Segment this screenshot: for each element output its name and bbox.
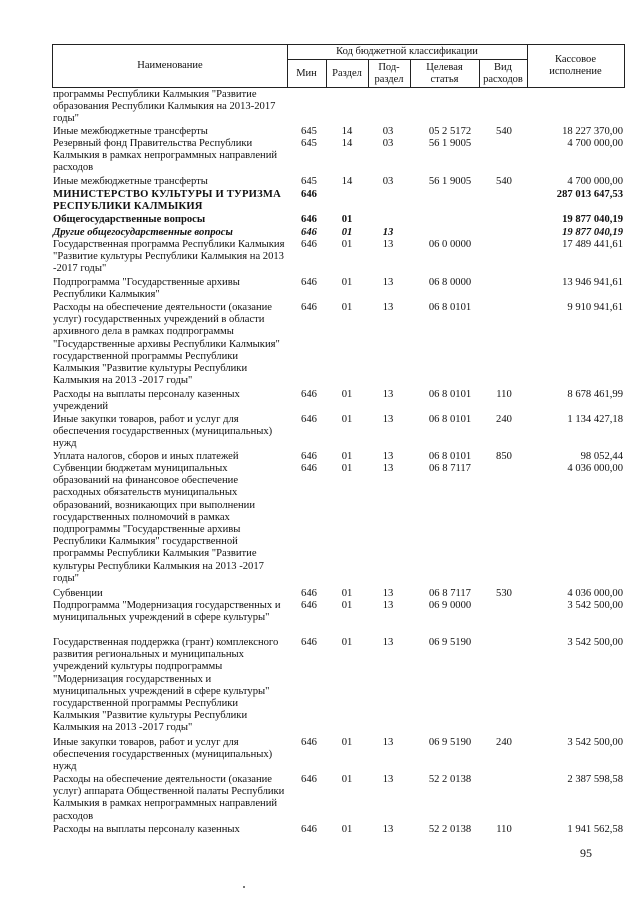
header-name: Наименование xyxy=(137,60,203,71)
row-podrazdel: 13 xyxy=(382,463,394,474)
row-razdel: 14 xyxy=(341,138,353,149)
row-razdel: 01 xyxy=(341,214,353,225)
row-podrazdel: 13 xyxy=(382,414,394,425)
row-vid: 850 xyxy=(496,451,512,462)
row-razdel: 01 xyxy=(341,774,353,785)
row-vid: 530 xyxy=(496,588,512,599)
row-vid: 540 xyxy=(496,176,512,187)
row-amount: 2 387 598,58 xyxy=(567,774,623,785)
row-podrazdel: 03 xyxy=(382,126,394,137)
row-podrazdel: 13 xyxy=(382,389,394,400)
row-min: 646 xyxy=(301,414,317,425)
row-amount: 3 542 500,00 xyxy=(567,600,623,611)
row-cel: 06 8 0101 xyxy=(428,414,472,425)
row-name: Уплата налогов, сборов и иных платежей xyxy=(53,451,239,462)
row-min: 646 xyxy=(301,214,317,225)
row-name: Государственная программа Республики Калмыкия "Развитие культуры Республики Калмыкия на 2013 -2017 годы" xyxy=(53,239,285,275)
row-razdel: 01 xyxy=(341,414,353,425)
scan-mark xyxy=(243,886,245,888)
row-min: 646 xyxy=(301,588,317,599)
row-amount: 3 542 500,00 xyxy=(567,737,623,748)
row-razdel: 01 xyxy=(341,389,353,400)
row-name: Субвенции бюджетам муниципальных образований на финансовое обеспечение расходных обязательств муниципальных образований, возникающих при выполнении государственных полномочий в рамках подпрограммы "Государственные архивы Республики Калмыкия" государственной программы Республики Калмыкия "Развитие культуры Республики Калмыкия на 2013 -2017 годы" xyxy=(53,463,264,584)
row-amount: 18 227 370,00 xyxy=(562,126,623,137)
header-code-group: Код бюджетной классификации xyxy=(336,46,478,57)
row-min: 645 xyxy=(301,176,317,187)
row-cel: 06 0 0000 xyxy=(428,239,472,250)
row-razdel: 01 xyxy=(341,463,353,474)
row-podrazdel: 13 xyxy=(382,227,394,238)
header-divider xyxy=(368,59,369,87)
row-name: Резервный фонд Правительства Республики Калмыкия в рамках непрограммных направлений расходов xyxy=(53,138,278,174)
header-podrazdel: Под- раздел xyxy=(374,62,404,85)
row-amount: 98 052,44 xyxy=(580,451,623,462)
row-vid: 240 xyxy=(496,414,512,425)
row-name: Субвенции xyxy=(53,588,103,599)
row-name: Расходы на выплаты персоналу казенных xyxy=(53,824,240,835)
row-min: 646 xyxy=(301,239,317,250)
row-razdel: 01 xyxy=(341,824,353,835)
row-amount: 17 489 441,61 xyxy=(562,239,623,250)
row-razdel: 14 xyxy=(341,126,353,137)
header-vid: Вид расходов xyxy=(483,62,523,85)
header-min: Мин xyxy=(296,68,317,79)
row-min: 646 xyxy=(301,637,317,648)
row-cel: 06 9 5190 xyxy=(428,737,472,748)
row-cel: 06 8 7117 xyxy=(429,588,471,599)
row-cel: 06 8 0000 xyxy=(428,277,472,288)
row-cel: 06 8 0101 xyxy=(428,389,472,400)
row-min: 646 xyxy=(301,737,317,748)
row-name: Иные закупки товаров, работ и услуг для обеспечения государственных (муниципальных) нужд xyxy=(53,737,273,773)
row-razdel: 01 xyxy=(341,302,353,313)
row-amount: 4 700 000,00 xyxy=(567,138,623,149)
row-podrazdel: 13 xyxy=(382,600,394,611)
row-name: Иные закупки товаров, работ и услуг для обеспечения государственных (муниципальных) нужд xyxy=(53,414,273,450)
row-cel: 52 2 0138 xyxy=(428,774,472,785)
header-divider xyxy=(287,45,288,87)
row-razdel: 01 xyxy=(341,277,353,288)
header-divider xyxy=(287,59,527,60)
row-name: Другие общегосударственные вопросы xyxy=(53,227,233,238)
row-min: 646 xyxy=(301,600,317,611)
header-divider xyxy=(410,59,411,87)
row-cel: 06 8 7117 xyxy=(429,463,471,474)
row-amount: 9 910 941,61 xyxy=(567,302,623,313)
row-amount: 1 941 562,58 xyxy=(567,824,623,835)
row-min: 646 xyxy=(301,389,317,400)
row-min: 646 xyxy=(301,824,317,835)
row-razdel: 14 xyxy=(341,176,353,187)
row-cel: 06 9 0000 xyxy=(428,600,472,611)
row-name: Государственная поддержка (грант) комплексного развития региональных и муниципальных учреждений культуры подпрограммы "Модернизация государственных и муниципальных учреждений в сфере культуры" государственной программы Республики Калмыкия "Развитие культуры Республики Калмыкия на 2013 -2017 годы" xyxy=(53,637,279,734)
row-min: 646 xyxy=(301,277,317,288)
row-razdel: 01 xyxy=(341,737,353,748)
row-cel: 06 8 0101 xyxy=(428,302,472,313)
row-vid: 110 xyxy=(496,389,512,400)
row-razdel: 01 xyxy=(341,588,353,599)
row-cel: 52 2 0138 xyxy=(428,824,472,835)
row-podrazdel: 13 xyxy=(382,588,394,599)
row-min: 646 xyxy=(301,463,317,474)
header-razdel: Раздел xyxy=(332,68,362,79)
row-amount: 1 134 427,18 xyxy=(567,414,623,425)
row-min: 646 xyxy=(301,302,317,313)
row-name: Иные межбюджетные трансферты xyxy=(53,126,208,137)
row-podrazdel: 03 xyxy=(382,138,394,149)
row-podrazdel: 13 xyxy=(382,774,394,785)
row-vid: 540 xyxy=(496,126,512,137)
row-razdel: 01 xyxy=(341,637,353,648)
row-min: 646 xyxy=(301,451,317,462)
row-podrazdel: 13 xyxy=(382,451,394,462)
row-name: МИНИСТЕРСТВО КУЛЬТУРЫ И ТУРИЗМА РЕСПУБЛИКИ КАЛМЫКИЯ xyxy=(53,189,281,213)
row-amount: 8 678 461,99 xyxy=(567,389,623,400)
row-name: Расходы на выплаты персоналу казенных учреждений xyxy=(53,389,240,413)
row-min: 646 xyxy=(301,774,317,785)
row-podrazdel: 13 xyxy=(382,239,394,250)
row-name: программы Республики Калмыкия "Развитие образования Республики Калмыкия на 2013-2017 годы" xyxy=(53,89,276,125)
row-min: 645 xyxy=(301,126,317,137)
row-razdel: 01 xyxy=(341,600,353,611)
row-name: Иные межбюджетные трансферты xyxy=(53,176,208,187)
table-header xyxy=(52,44,625,88)
row-cel: 06 9 5190 xyxy=(428,637,472,648)
row-min: 645 xyxy=(301,138,317,149)
row-podrazdel: 13 xyxy=(382,824,394,835)
header-kassa: Кассовое исполнение xyxy=(549,54,602,77)
row-name: Расходы на обеспечение деятельности (оказание услуг) государственных учреждений в области архивного дела в рамках подпрограммы "Государственные архивы Республики Калмыкия" государственной программы Республики Калмыкия "Развитие культуры Республики Калмыкия на 2013 -2017 годы" xyxy=(53,302,280,387)
row-vid: 110 xyxy=(496,824,512,835)
header-divider xyxy=(326,59,327,87)
row-podrazdel: 03 xyxy=(382,176,394,187)
row-amount: 3 542 500,00 xyxy=(567,637,623,648)
row-amount: 19 877 040,19 xyxy=(562,214,623,225)
row-cel: 05 2 5172 xyxy=(428,126,472,137)
row-amount: 287 013 647,53 xyxy=(556,189,623,200)
row-cel: 56 1 9005 xyxy=(428,138,472,149)
row-cel: 56 1 9005 xyxy=(428,176,472,187)
row-razdel: 01 xyxy=(341,239,353,250)
row-amount: 4 036 000,00 xyxy=(567,588,623,599)
row-podrazdel: 13 xyxy=(382,302,394,313)
row-name: Расходы на обеспечение деятельности (оказание услуг) аппарата Общественной палаты Республики Калмыкия в рамках непрограммных направлений расходов xyxy=(53,774,285,822)
row-amount: 4 700 000,00 xyxy=(567,176,623,187)
row-razdel: 01 xyxy=(341,227,353,238)
row-podrazdel: 13 xyxy=(382,277,394,288)
row-amount: 4 036 000,00 xyxy=(567,463,623,474)
row-amount: 13 946 941,61 xyxy=(562,277,623,288)
header-divider xyxy=(527,45,528,87)
row-name: Подпрограмма "Государственные архивы Республики Калмыкия" xyxy=(53,277,240,301)
row-vid: 240 xyxy=(496,737,512,748)
row-min: 646 xyxy=(301,189,317,200)
row-min: 646 xyxy=(301,227,317,238)
row-amount: 19 877 040,19 xyxy=(562,227,623,238)
row-razdel: 01 xyxy=(341,451,353,462)
row-podrazdel: 13 xyxy=(382,737,394,748)
row-podrazdel: 13 xyxy=(382,637,394,648)
row-cel: 06 8 0101 xyxy=(428,451,472,462)
header-cel: Целевая статья xyxy=(426,62,463,85)
row-name: Подпрограмма "Модернизация государственных и муниципальных учреждений в сфере культуры" xyxy=(53,600,281,624)
header-divider xyxy=(479,59,480,87)
page-number: 95 xyxy=(580,846,592,860)
row-name: Общегосударственные вопросы xyxy=(53,214,206,225)
